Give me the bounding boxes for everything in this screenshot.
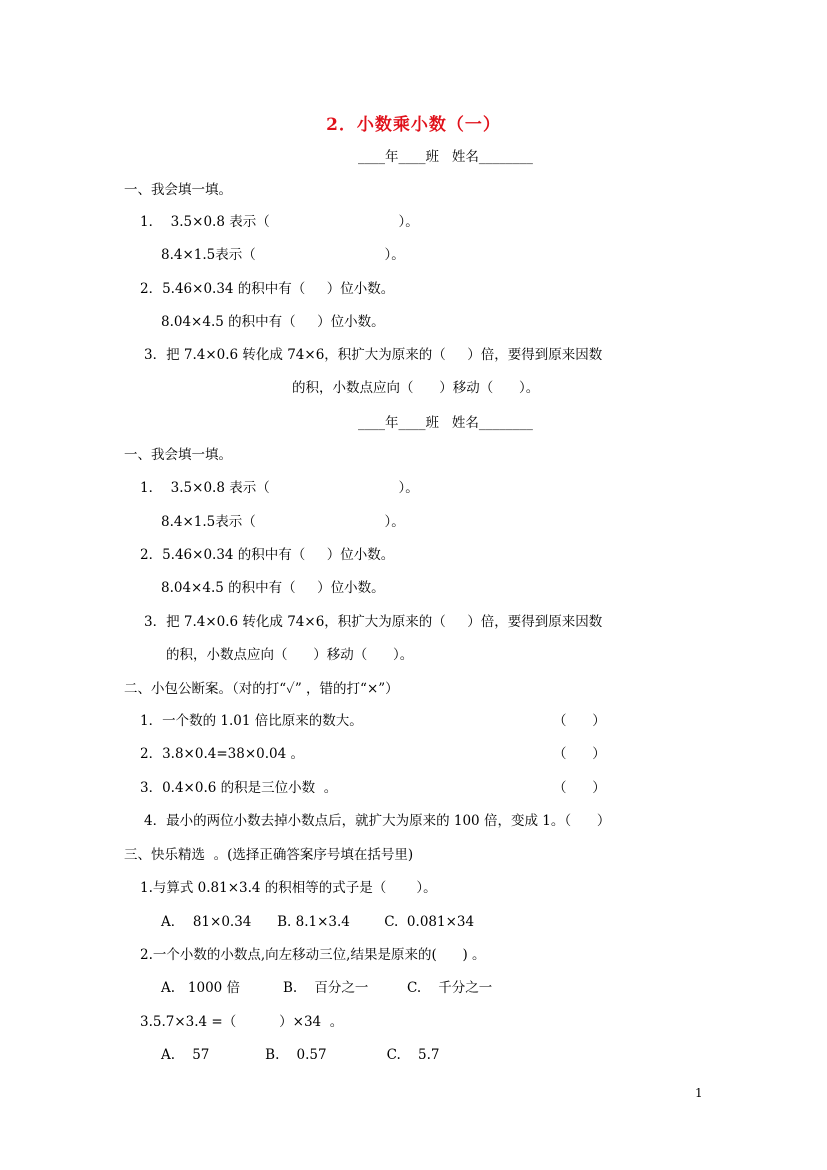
worksheet-title: 2．小数乘小数（一） <box>326 115 501 135</box>
question-line: 的积，小数点应向（ ）移动（ ）。 <box>292 380 540 396</box>
question-line: 8.04×4.5 的积中有（ ）位小数。 <box>161 580 385 596</box>
choice-question: 3.5.7×3.4 =（ ）×34 。 <box>140 1014 344 1030</box>
judge-question: 3．0.4×0.6 的积是三位小数 。 <box>140 780 338 796</box>
choice-options: A. 57 B. 0.57 C. 5.7 <box>161 1047 440 1063</box>
question-line: 2．5.46×0.34 的积中有（ ）位小数。 <box>140 281 395 297</box>
section-heading: 一、我会填一填。 <box>124 182 232 198</box>
judge-question: 4．最小的两位小数去掉小数点后，就扩大为原来的 100 倍，变成 1。（ ） <box>144 813 611 829</box>
choice-question: 1.与算式 0.81×3.4 的积相等的式子是（ ）。 <box>140 880 437 896</box>
question-line: 1． 3.5×0.8 表示（ ）。 <box>140 214 419 230</box>
judge-question: 2．3.8×0.4=38×0.04 。 <box>140 746 304 762</box>
section-heading: 三、快乐精选 。(选择正确答案序号填在括号里) <box>124 847 414 863</box>
choice-options: A． 81×0.34 B. 8.1×3.4 C. 0.081×34 <box>161 914 475 930</box>
answer-bracket: （ ） <box>553 746 606 762</box>
page-number: 1 <box>695 1086 703 1100</box>
choice-options: A. 1000 倍 B. 百分之一 C. 千分之一 <box>161 980 493 996</box>
answer-bracket: （ ） <box>553 713 606 729</box>
judge-question: 1．一个数的 1.01 倍比原来的数大。 <box>140 713 363 729</box>
answer-bracket: （ ） <box>553 780 606 796</box>
section-heading: 二、小包公断案。（对的打“✓” ，错的打“×”） <box>124 681 399 697</box>
question-line: 3．把 7.4×0.6 转化成 74×6，积扩大为原来的（ ）倍，要得到原来因数 <box>144 347 603 363</box>
class-name-line: ____年____班 姓名________ <box>358 415 533 431</box>
question-line: 3．把 7.4×0.6 转化成 74×6，积扩大为原来的（ ）倍，要得到原来因数 <box>144 614 603 630</box>
section-heading: 一、我会填一填。 <box>124 447 232 463</box>
class-name-line: ____年____班 姓名________ <box>358 149 533 165</box>
question-line: 2．5.46×0.34 的积中有（ ）位小数。 <box>140 547 395 563</box>
question-line: 1． 3.5×0.8 表示（ ）。 <box>140 480 419 496</box>
question-line: 的积，小数点应向（ ）移动（ ）。 <box>166 647 414 663</box>
question-line: 8.04×4.5 的积中有（ ）位小数。 <box>161 314 385 330</box>
choice-question: 2.一个小数的小数点,向左移动三位,结果是原来的( ) 。 <box>140 947 486 963</box>
question-line: 8.4×1.5表示（ ）。 <box>161 514 405 530</box>
question-line: 8.4×1.5表示（ ）。 <box>161 247 405 263</box>
